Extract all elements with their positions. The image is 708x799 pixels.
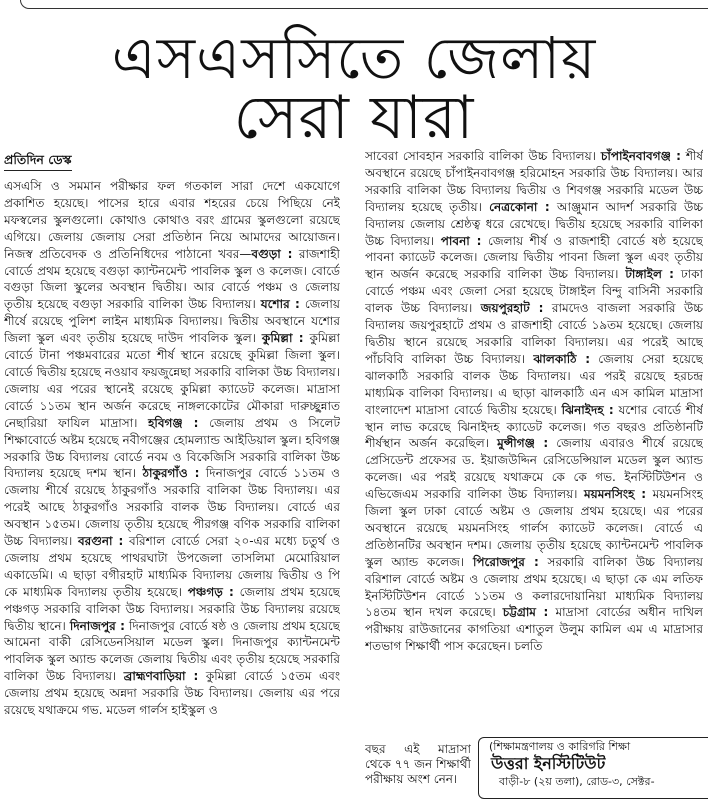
byline: প্রতিদিন ডেস্ক (4, 151, 72, 171)
district-label: বরগুনা : (77, 534, 124, 549)
headline-line-1: এসএসসিতে জেলায় (111, 24, 597, 92)
article-segment-text: কুমিল্লা বোর্ডে টানা পঞ্চমবারের মতো শীর্ষ স্থানে রয়েছে কুমিল্লা জিলা স্কুল। বোর্ডে দ্বিতীয় হয়েছে নওয়াব ফয়জুন্নেছা সরকারি বালিকা উচ্চ বিদ্যালয়। জেলায় এর পরের স্থানেই রয়েছে কুমিল্লা ক্যাডেট কলেজ। মাদ্রাসা বোর্ডে ১১তম স্থান অর্জন করেছে নাঙ্গলকোটের মৌকারা দারুচ্ছুন্নাত নেছারিয়া ফাযিল মাদ্রাসা। (4, 331, 340, 430)
article-text-right-tail: বছর এই মাদ্রাসা থেকে ৭৭ জন শিক্ষার্থী পরীক্ষায় অংশ নেন। (365, 742, 471, 786)
article-text-left (4, 178, 340, 719)
district-label: যশোর : (260, 297, 300, 312)
article-segment-text: দিনাজপুর বোর্ডে ষষ্ঠ ও জেলায় প্রথম হয়েছে আমেনা বাকী রেসিডেনসিয়াল মডেল স্কুল। দিনাজপুর ক্যান্টনমেন্ট পাবলিক স্কুল অ্যান্ড কলেজ জেলায় দ্বিতীয় এবং তৃতীয় হয়েছে সরকারি বালিকা উচ্চ বিদ্যালয়। (4, 618, 340, 684)
article-segment-text: জেলায় শীর্ষ ও রাজশাহী বোর্ডে ষষ্ঠ হয়েছে পাবনা ক্যাডেট কলেজ। জেলায় দ্বিতীয় পাবনা জিলা স্কুল এবং তৃতীয় স্থান অর্জন করেছে সরকারি বালিকা উচ্চ বিদ্যালয়। (365, 233, 703, 282)
headline-line-2: সেরা যারা (233, 83, 475, 153)
article-segment-text: দিনাজপুর বোর্ডে ১১তম ও জেলায় শীর্ষে রয়েছে ঠাকুরগাঁও সরকারি বালিকা উচ্চ বিদ্যালয়। এর পরেই আছে ঠাকুরগাঁও সরকারি বালক উচ্চ বিদ্যালয়। বোর্ডে এর অবস্থান ১৫তম। জেলায় তৃতীয় হয়েছে পীরগঞ্জ বণিক সরকারি বালিকা উচ্চ বিদ্যালয়। (4, 466, 340, 549)
article-segment-text: মাদ্রাসা বোর্ডের অধীন দাখিল পরীক্ষায় রাউজানের কাগতিয়া এশাতুল উলুম কামিল এম এ মাদ্রাসার শতভাগ শিক্ষার্থী পাস করেছেন। চলতি (365, 605, 703, 654)
article-column-left (4, 178, 340, 786)
ad-institute-name: উত্তরা ইনস্টিটিউট (491, 754, 606, 773)
district-label: চাঁপাইনবাবগঞ্জ : (600, 149, 681, 163)
district-label: ঝিনাইদহ : (561, 402, 614, 417)
article-segment-text: ময়মনসিংহ জিলা স্কুল ঢাকা বোর্ডে অষ্টম ও জেলায় প্রথম হয়েছে। এর পরের অবস্থানে রয়েছে ময়মনসিংহ গার্লস ক্যাডেট কলেজ। বোর্ডে এ প্রতিষ্ঠানটির অবস্থান দশম। জেলায় তৃতীয় হয়েছে ক্যান্টনমেন্ট পাবলিক স্কুল অ্যান্ড কলেজ। (365, 487, 703, 569)
ad-tagline: (শিক্ষামন্ত্রণালয় ও কারিগরি শিক্ষা (489, 740, 631, 753)
article-segment-text: এসএসি ও সমমান পরীক্ষার ফল গতকাল সারা দেশে একযোগে প্রকাশিত হয়েছে। পাসের হারে এবার শহরের চেয়ে পিছিয়ে নেই মফস্বলের স্কুলগুলো। কোথাও কোথাও বরং গ্রামের স্কুলগুলো রয়েছে এগিয়ে। জেলায় জেলায় সেরা প্রতিষ্ঠান নিয়ে আমাদের আয়োজন। নিজস্ব প্রতিবেদক ও প্রতিনিধিদের পাঠানো খবর— (4, 179, 340, 261)
district-label: মুন্সীগঞ্জ : (497, 436, 549, 451)
article-segment-text: ঢাকা বোর্ডে পঞ্চম এবং জেলা সেরা হয়েছে টাঙ্গাইল বিন্দু বাসিনী সরকারি বালক উচ্চ বিদ্যালয়। (365, 267, 703, 316)
article-segment-text: শীর্ষ অবস্থানে রয়েছে চাঁপাইনবাবগঞ্জ হরিমোহন সরকারি উচ্চ বিদ্যালয়। আর সরকারি বালিকা উচ্চ বিদ্যালয় দ্বিতীয় ও শিবগঞ্জ সরকারি মডেল উচ্চ বিদ্যালয় হয়েছে তৃতীয়। (365, 149, 703, 214)
article-segment-text: রাজশাহী বোর্ডে প্রথম হয়েছে বগুড়া ক্যান্টনমেন্ট পাবলিক স্কুল ও কলেজ। বোর্ডে বগুড়া জিলা স্কুলের অবস্থান দ্বিতীয়। আর বোর্ডে পঞ্চম ও জেলায় তৃতীয় হয়েছে বগুড়া সরকারি বালিকা উচ্চ বিদ্যালয়। (4, 246, 340, 312)
district-label: বগুড়া : (251, 246, 293, 261)
district-label: ব্রাহ্মণবাড়িয়া : (123, 669, 199, 684)
district-label: চট্টগ্রাম : (502, 605, 549, 620)
top-border-rule (20, 0, 708, 9)
district-label: পিরোজপুর : (472, 554, 539, 569)
district-label: ঝালকাঠি : (533, 351, 590, 366)
article-text-right (365, 148, 703, 655)
article-segment-text: বরিশাল বোর্ডে সেরা ২০-এর মধ্যে চতুর্থ ও জেলায় প্রথম হয়েছে পাথরঘাটা উপজেলা তাসলিমা মেমোরিয়াল একাডেমি। এ ছাড়া বগীরহাট মাধ্যমিক বিদ্যালয় জেলায় দ্বিতীয় ও পি কে মাধ্যমিক বিদ্যালয় তৃতীয় হয়েছে। (4, 534, 340, 599)
article-segment-text: কুমিল্লা বোর্ডে ১৫তম এবং জেলায় প্রথম হয়েছে অন্নদা সরকারি উচ্চ বিদ্যালয়। জেলায় এর পরে রয়েছে যথাক্রমে গভ. মডেল গার্লস হাইস্কুল ও (4, 669, 340, 718)
district-label: হবিগঞ্জ : (148, 415, 199, 430)
article-column-right (365, 148, 703, 738)
institute-advertisement (478, 737, 708, 799)
district-label: ঠাকুরগাঁও : (142, 466, 200, 481)
article-segment-text: সরকারি বালিকা উচ্চ বিদ্যালয় বরিশাল বোর্ডে অষ্টম ও জেলায় প্রথম হয়েছে। এ ছাড়া কে এম লতিফ ইনস্টিটিউশন বোর্ডে ১১তম ও কলারদোয়ানিয়া মাধ্যমিক বিদ্যালয় ১৪তম স্থান দখল করেছে। (365, 554, 703, 620)
article-segment-text: জেলায় প্রথম ও সিলেট শিক্ষাবোর্ডে অষ্টম হয়েছে নবীগঞ্জের হোমল্যান্ড আইডিয়াল স্কুল। হবিগঞ্জ সরকারি উচ্চ বিদ্যালয় বোর্ডে নবম ও বিকেজিসি সরকারি বালিকা উচ্চ বিদ্যালয় হয়েছে দশম স্থান। (4, 415, 340, 481)
article-segment-text: জেলায় এবারও শীর্ষে রয়েছে প্রেসিডেন্ট প্রফেসর ড. ইয়াজউদ্দিন রেসিডেন্সিয়াল মডেল স্কুল অ্যান্ড কলেজ। এর পরই রয়েছে যথাক্রমে কে কে গভ. ইনস্টিটিউশন ও এভিজেএম সরকারি বালিকা উচ্চ বিদ্যালয়। (365, 436, 703, 502)
district-label: পাবনা : (440, 233, 482, 248)
district-label: জয়পুরহাট : (480, 301, 544, 316)
article-segment-text: জেলায় সেরা হয়েছে ঝালকাঠি সরকারি বালক উচ্চ বিদ্যালয়। এর পরই রয়েছে হরচন্দ্র মাধ্যমিক বালিকা বিদ্যালয়। এ ছাড়া ঝালকাঠি এন এস কামিল মাদ্রাসা বাংলাদেশ মাদ্রাসা বোর্ডে দ্বিতীয় হয়েছে। (365, 351, 703, 417)
article-segment-text: রামদেও বাজলা সরকারি উচ্চ বিদ্যালয় জয়পুরহাটে প্রথম ও রাজশাহী বোর্ডে ১৯তম হয়েছে। জেলায় দ্বিতীয় স্থানে রয়েছে সরকারি বালিকা বিদ্যালয়। এর পরেই আছে পাঁচবিবি বালিকা উচ্চ বিদ্যালয়। (365, 301, 703, 366)
article-segment-text: আঞ্জুমান আদর্শ সরকারি উচ্চ বিদ্যালয় জেলায় শ্রেষ্ঠত্ব ধরে রেখেছে। দ্বিতীয় হয়েছে সরকারি বালিকা উচ্চ বিদ্যালয়। (365, 199, 703, 248)
district-label: নেত্রকোনা : (489, 199, 550, 214)
article-segment-text: জেলায় প্রথম হয়েছে পঞ্চগড় সরকারি বালিকা উচ্চ বিদ্যালয়। সরকারি উচ্চ বিদ্যালয় রয়েছে দ্বিতীয় স্থানে। (4, 584, 340, 633)
article-column-right-tail (365, 742, 471, 786)
ad-address: বাড়ী-৮ (২য় তলা), রোড-৩, সেক্টর- (499, 775, 655, 788)
district-label: পঞ্চগড় : (187, 584, 234, 599)
article-segment-text: সাবেরা সোবহান সরকারি বালিকা উচ্চ বিদ্যালয়। (365, 149, 601, 163)
article-segment-text: জেলায় শীর্ষে রয়েছে পুলিশ লাইন মাধ্যমিক বিদ্যালয়। দ্বিতীয় অবস্থানে যশোর জিলা স্কুল এবং তৃতীয় হয়েছে দাউদ পাবলিক স্কুল। (4, 297, 340, 346)
district-label: টাঙ্গাইল : (625, 267, 674, 282)
district-label: কুমিল্লা : (261, 331, 304, 346)
district-label: ময়মনসিংহ : (583, 487, 647, 502)
article-segment-text: যশোর বোর্ডে শীর্ষ স্থান লাভ করেছে ঝিনাইদহ ক্যাডেট কলেজ। গত বছরও প্রতিষ্ঠানটি শীর্ষস্থান অর্জন করেছিল। (365, 402, 703, 451)
district-label: দিনাজপুর : (69, 618, 125, 633)
